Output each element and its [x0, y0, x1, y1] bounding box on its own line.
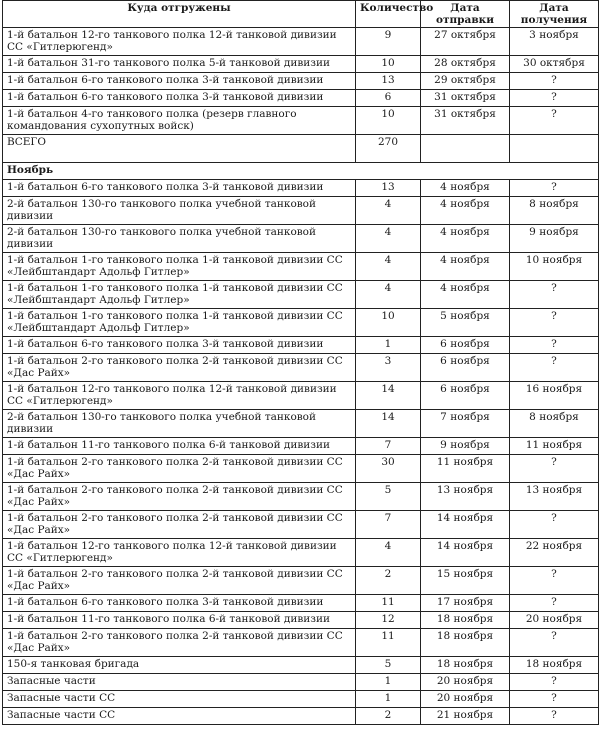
cell-quantity: 11 — [356, 629, 421, 657]
cell-received-date: 20 ноября — [510, 612, 599, 629]
cell-quantity: 10 — [356, 107, 421, 135]
cell-sent-date: 7 ноября — [421, 410, 510, 438]
cell-received-date: ? — [510, 354, 599, 382]
cell-destination: Запасные части — [3, 674, 356, 691]
cell-received-date: ? — [510, 629, 599, 657]
cell-destination: 1-й батальон 4-го танкового полка (резерв главного командования сухопутных войск) — [3, 107, 356, 135]
cell-destination: 1-й батальон 12-го танкового полка 12-й танковой дивизии СС «Гитлерюгенд» — [3, 539, 356, 567]
cell-sent-date: 6 ноября — [421, 382, 510, 410]
cell-quantity: 11 — [356, 595, 421, 612]
table-row — [3, 309, 599, 337]
cell-destination: 1-й батальон 6-го танкового полка 3-й танковой дивизии — [3, 73, 356, 90]
cell-quantity: 10 — [356, 56, 421, 73]
table-row — [3, 612, 599, 629]
table-row — [3, 455, 599, 483]
cell-destination: Запасные части СС — [3, 708, 356, 725]
cell-sent-date: 15 ноября — [421, 567, 510, 595]
table-row — [3, 56, 599, 73]
cell-destination: 1-й батальон 11-го танкового полка 6-й танковой дивизии — [3, 612, 356, 629]
cell-quantity: 2 — [356, 567, 421, 595]
table-body-total — [3, 135, 599, 180]
cell-received-date: 10 ноября — [510, 253, 599, 281]
cell-destination: 1-й батальон 6-го танкового полка 3-й танковой дивизии — [3, 595, 356, 612]
cell-destination: 1-й батальон 1-го танкового полка 1-й танковой дивизии СС «Лейбштандарт Адольф Гитлер» — [3, 281, 356, 309]
cell-received-date: 16 ноября — [510, 382, 599, 410]
cell-quantity: 6 — [356, 90, 421, 107]
cell-quantity: 12 — [356, 612, 421, 629]
cell-received-date: 30 октября — [510, 56, 599, 73]
cell-sent-date: 28 октября — [421, 56, 510, 73]
cell-sent-date: 6 ноября — [421, 354, 510, 382]
cell-sent-date: 13 ноября — [421, 483, 510, 511]
cell-received-date: ? — [510, 511, 599, 539]
cell-quantity: 4 — [356, 197, 421, 225]
cell-sent-date: 4 ноября — [421, 281, 510, 309]
cell-received-date: ? — [510, 180, 599, 197]
header-quantity: Количество — [356, 1, 421, 28]
cell-sent-date: 20 ноября — [421, 674, 510, 691]
cell-quantity: 9 — [356, 28, 421, 56]
cell-received-date: 9 ноября — [510, 225, 599, 253]
cell-sent-date: 14 ноября — [421, 539, 510, 567]
cell-received-date: ? — [510, 595, 599, 612]
cell-sent-date: 21 ноября — [421, 708, 510, 725]
cell-quantity: 30 — [356, 455, 421, 483]
cell-sent-date: 5 ноября — [421, 309, 510, 337]
table-row — [3, 539, 599, 567]
cell-received-date: ? — [510, 691, 599, 708]
cell-quantity: 7 — [356, 511, 421, 539]
table-row — [3, 107, 599, 135]
cell-received-date: 11 ноября — [510, 438, 599, 455]
cell-sent-date: 9 ноября — [421, 438, 510, 455]
cell-received-date: ? — [510, 674, 599, 691]
table-row — [3, 225, 599, 253]
cell-received-date: 18 ноября — [510, 657, 599, 674]
cell-sent-date: 4 ноября — [421, 180, 510, 197]
total-row — [3, 135, 599, 163]
table-row — [3, 337, 599, 354]
cell-destination: 1-й батальон 6-го танкового полка 3-й танковой дивизии — [3, 337, 356, 354]
cell-quantity: 4 — [356, 253, 421, 281]
cell-sent-date: 17 ноября — [421, 595, 510, 612]
header-sent-date: Дата отправки — [421, 1, 510, 28]
table-row — [3, 354, 599, 382]
cell-sent-date: 4 ноября — [421, 225, 510, 253]
table-row — [3, 180, 599, 197]
cell-destination: 1-й батальон 2-го танкового полка 2-й танковой дивизии СС «Дас Райх» — [3, 567, 356, 595]
cell-destination: 150-я танковая бригада — [3, 657, 356, 674]
table-row — [3, 410, 599, 438]
cell-destination: 1-й батальон 2-го танкового полка 2-й танковой дивизии СС «Дас Райх» — [3, 483, 356, 511]
cell-received-date: 22 ноября — [510, 539, 599, 567]
cell-quantity: 13 — [356, 180, 421, 197]
cell-sent-date: 4 ноября — [421, 197, 510, 225]
table-row — [3, 28, 599, 56]
header-row — [3, 1, 599, 28]
cell-sent-date: 14 ноября — [421, 511, 510, 539]
table-row — [3, 674, 599, 691]
table-row — [3, 438, 599, 455]
table-row — [3, 281, 599, 309]
cell-quantity: 7 — [356, 438, 421, 455]
cell-received-date: ? — [510, 337, 599, 354]
cell-sent-date: 11 ноября — [421, 455, 510, 483]
total-label: ВСЕГО — [3, 135, 356, 163]
table-row — [3, 197, 599, 225]
table-row — [3, 253, 599, 281]
cell-destination: 2-й батальон 130-го танкового полка учебной танковой дивизии — [3, 197, 356, 225]
cell-quantity: 13 — [356, 73, 421, 90]
table-row — [3, 691, 599, 708]
cell-destination: 1-й батальон 12-го танкового полка 12-й танковой дивизии СС «Гитлерюгенд» — [3, 28, 356, 56]
cell-quantity: 5 — [356, 657, 421, 674]
table-row — [3, 595, 599, 612]
cell-quantity: 2 — [356, 708, 421, 725]
table-row — [3, 382, 599, 410]
header-received-date: Дата получения — [510, 1, 599, 28]
header-destination: Куда отгружены — [3, 1, 356, 28]
cell-quantity: 5 — [356, 483, 421, 511]
cell-quantity: 1 — [356, 337, 421, 354]
cell-sent-date: 31 октября — [421, 90, 510, 107]
table-body-november — [3, 180, 599, 725]
table-row — [3, 629, 599, 657]
section-title: Ноябрь — [3, 163, 599, 180]
table-row — [3, 73, 599, 90]
cell-quantity: 1 — [356, 691, 421, 708]
cell-received-date: ? — [510, 90, 599, 107]
cell-quantity: 4 — [356, 281, 421, 309]
cell-sent-date: 29 октября — [421, 73, 510, 90]
cell-received-date: 8 ноября — [510, 410, 599, 438]
cell-received-date: ? — [510, 455, 599, 483]
cell-destination: 1-й батальон 1-го танкового полка 1-й танковой дивизии СС «Лейбштандарт Адольф Гитлер» — [3, 253, 356, 281]
cell-sent-date: 27 октября — [421, 28, 510, 56]
cell-destination: 1-й батальон 2-го танкового полка 2-й танковой дивизии СС «Дас Райх» — [3, 511, 356, 539]
table-row — [3, 483, 599, 511]
table-row — [3, 708, 599, 725]
cell-sent-date: 18 ноября — [421, 657, 510, 674]
cell-destination: 1-й батальон 12-го танкового полка 12-й танковой дивизии СС «Гитлерюгенд» — [3, 382, 356, 410]
cell-quantity: 14 — [356, 410, 421, 438]
cell-received-date: 3 ноября — [510, 28, 599, 56]
cell-destination: 1-й батальон 6-го танкового полка 3-й танковой дивизии — [3, 90, 356, 107]
cell-quantity: 1 — [356, 674, 421, 691]
section-row — [3, 163, 599, 180]
cell-destination: 1-й батальон 11-го танкового полка 6-й танковой дивизии — [3, 438, 356, 455]
cell-received-date: 13 ноября — [510, 483, 599, 511]
cell-sent-date: 31 октября — [421, 107, 510, 135]
cell-sent-date: 6 ноября — [421, 337, 510, 354]
cell-received-date: 8 ноября — [510, 197, 599, 225]
cell-received-date: ? — [510, 567, 599, 595]
cell-destination: 1-й батальон 2-го танкового полка 2-й танковой дивизии СС «Дас Райх» — [3, 354, 356, 382]
table-body-october — [3, 28, 599, 135]
cell-destination: 1-й батальон 1-го танкового полка 1-й танковой дивизии СС «Лейбштандарт Адольф Гитлер» — [3, 309, 356, 337]
table-row — [3, 567, 599, 595]
cell-received-date: ? — [510, 281, 599, 309]
table-row — [3, 511, 599, 539]
cell-destination: 1-й батальон 2-го танкового полка 2-й танковой дивизии СС «Дас Райх» — [3, 629, 356, 657]
cell-quantity: 3 — [356, 354, 421, 382]
cell-quantity: 14 — [356, 382, 421, 410]
total-quantity: 270 — [356, 135, 421, 163]
cell-quantity: 4 — [356, 539, 421, 567]
cell-sent-date: 18 ноября — [421, 612, 510, 629]
cell-quantity: 4 — [356, 225, 421, 253]
cell-sent-date: 18 ноября — [421, 629, 510, 657]
cell-received-date: ? — [510, 107, 599, 135]
table-row — [3, 90, 599, 107]
cell-destination: 1-й батальон 6-го танкового полка 3-й танковой дивизии — [3, 180, 356, 197]
cell-received-date: ? — [510, 309, 599, 337]
cell-destination: 1-й батальон 2-го танкового полка 2-й танковой дивизии СС «Дас Райх» — [3, 455, 356, 483]
cell-received-date: ? — [510, 73, 599, 90]
cell-destination: 2-й батальон 130-го танкового полка учебной танковой дивизии — [3, 225, 356, 253]
cell-sent-date: 4 ноября — [421, 253, 510, 281]
cell-destination: 2-й батальон 130-го танкового полка учебной танковой дивизии — [3, 410, 356, 438]
shipments-table — [2, 0, 599, 725]
cell-received-date: ? — [510, 708, 599, 725]
table-row — [3, 657, 599, 674]
cell-quantity: 10 — [356, 309, 421, 337]
cell-destination: Запасные части СС — [3, 691, 356, 708]
cell-destination: 1-й батальон 31-го танкового полка 5-й танковой дивизии — [3, 56, 356, 73]
cell-sent-date: 20 ноября — [421, 691, 510, 708]
